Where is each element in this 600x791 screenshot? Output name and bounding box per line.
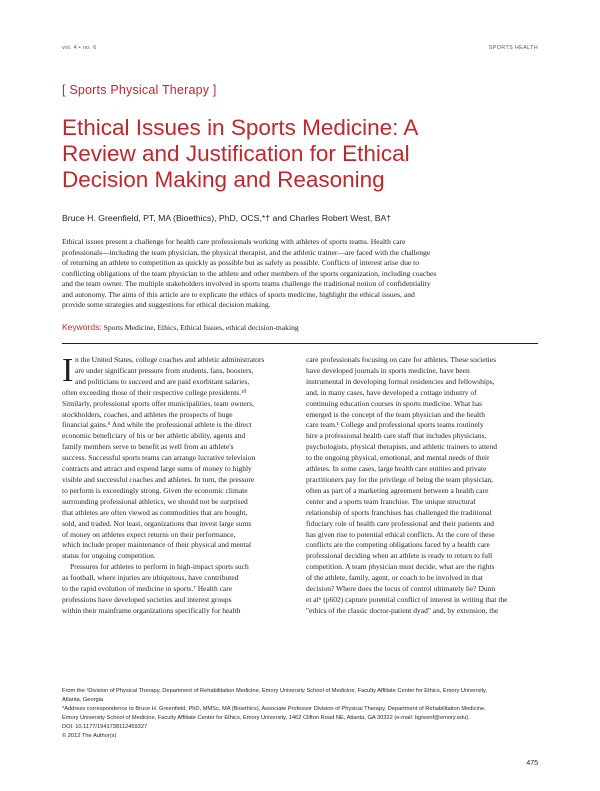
page-number: 475 [526,760,538,767]
body-line: financial gains.⁸ And while the professional athlete is the direct [62,420,252,430]
body-line: and politicians to succeed and are paid exorbitant salaries, [75,376,250,386]
body-line: n the United States, college coaches and athletic administrators [75,355,265,364]
article-title [62,115,532,193]
body-line: surrounding professional athletics, we should not be surprised [62,496,248,506]
body-line: professions have developed societies and interest groups [62,594,232,604]
body-line: are under significant pressure from students, fans, boosters, [75,365,254,375]
keywords-text: Sports Medicine, Ethics, Ethical Issues, ethical decision-making [103,323,299,332]
running-header-volume: vol. 4 • no. 6 [62,45,97,51]
title-line: Review and Justification for Ethical [62,141,410,166]
body-line: conflicts are the competing obligations faced by a health care [306,540,490,550]
body-line: that athletes are often viewed as commodities that are bought, [62,507,248,517]
body-line: psychologists, physical therapists, and athletic trainers to attend [306,442,497,452]
body-line: to the ongoing physical, emotional, and mental needs of their [306,453,490,463]
body-line: often exceeding those of their respective college presidents.¹⁰ [62,387,247,397]
body-line: as football, where injuries are ubiquitous, have contributed [62,573,239,583]
body-line: visible and successful coaches and athletes. In turn, the pressure [62,474,255,484]
body-line: success. Successful sports teams can arrange lucrative television [62,453,256,463]
footnote-line: Emory University School of Medicine, Faculty Affiliate Center for Ethics, Emory University, 1462 Clifton Road NE, Atlanta, GA 30322 (e-mail: bgreenf@emory.edu). [62,714,470,721]
body-line: practitioners pay for the privilege of being the team physician, [306,474,494,484]
body-line: emerged is the concept of the team physician and the health [306,409,485,419]
body-line: relationship of sports franchises has challenged the traditional [306,507,492,517]
body-line: have developed journals in sports medicine, have been [306,365,470,375]
body-column-right [306,355,538,617]
running-header-journal: SPORTS HEALTH [488,45,538,51]
body-line: within their mainframe organizations specifically for health [62,605,241,615]
abstract [62,237,542,311]
abstract-line: and the team owner. The multiple stakeholders involved in sports teams challenge the traditional notion of confidentiality [62,279,431,288]
body-line: care team.¹ College and professional sports teams routinely [306,420,484,430]
keywords [62,322,299,332]
body-line: to perform is exceedingly strong. Given the economic climate [62,485,248,495]
body-line: Pressures for athletes to perform in high-impact sports such [70,562,249,572]
body-line: contracts and attract and expend large sums of money to highly [62,464,252,474]
footnote-line: From the ¹Division of Physical Therapy, Department of Rehabilitation Medicine, Emory University School of Medicine, Faculty Affiliate Center for Ethics, Emory University, [62,688,488,694]
section-label: [ Sports Physical Therapy ] [62,83,217,97]
body-line: "ethics of the classic doctor-patient dyad" and, by extension, the [306,605,499,615]
divider-rule [62,343,538,344]
keywords-label: Keywords: [62,322,102,332]
footnote-line: © 2012 The Author(s) [62,732,117,739]
drop-cap: I [62,352,74,389]
body-line: professional deciding when an athlete is ready to return to full [306,551,493,561]
body-line: care professionals focusing on care for athletes. These societies [306,355,496,364]
body-line: status for ongoing competition. [62,551,156,561]
abstract-line: conflicting obligations of the team physician to the athlete and other members of the sports organization, including coaches [62,268,437,278]
abstract-line: provide some strategies and suggestions for ethical decision making. [62,300,271,309]
body-line: stockholders, coaches, and athletes the prospects of huge [62,409,233,419]
abstract-line: of returning an athlete to competition as quickly as possible but as safely as possible. Conflicts of interest arise due to [62,258,420,267]
body-line: decision? Where does the locus of control ultimately lie? Dunn [306,584,496,594]
abstract-line: and autonomy. The aims of this article are to explicate the ethics of sports medicine, highlight the ethical issues, and [62,289,415,299]
footnote-line: *Address correspondence to Bruce H. Greenfield, PhD, MMSc, MA (Bioethics), Associate Professor Division of Physical Therapy, Department of Rehabilitation Medicine, [62,705,486,712]
body-line: et al⁶ (p602) capture potential conflict of interest in writing that the [306,594,508,604]
body-line: competition. A team physician must decide, what are the rights [306,562,495,572]
body-line: continuing education courses in sports medicine. What has [306,398,483,408]
body-line: athletes. In some cases, large health care entities and private [306,464,487,474]
title-line: Ethical Issues in Sports Medicine: A [62,115,419,140]
body-line: Similarly, professional sports offer municipalities, team owners, [62,398,255,408]
footnote-line: DOI: 10.1177/1941738112459327 [62,723,148,730]
title-line: Decision Making and Reasoning [62,167,385,192]
body-line: to the rapid evolution of medicine in sports.⁷ Health care [62,584,233,594]
body-line: has given rise to potential ethical conflicts. At the core of these [306,529,495,539]
footnotes [62,687,487,740]
body-column-left [62,352,294,617]
body-line: often as part of a marketing agreement between a health care [306,485,489,495]
body-line: sold, and traded. Not least, organizations that invest large sums [62,518,252,528]
body-line: fiduciary role of health care professional and their patients and [306,518,495,528]
abstract-line: professionals—including the team physician, the physical therapist, and the athletic trainer—are faced with the challenge [62,247,431,257]
body-line: center and a sports team franchise. The unique structural [306,496,476,506]
body-line: of the athlete, family, agent, or coach to be involved in that [306,573,483,583]
body-line: of money on athletes expect returns on their performance, [62,529,236,539]
author-list: Bruce H. Greenfield, PT, MA (Bioethics), PhD, OCS,*† and Charles Robert West, BA† [62,213,392,223]
body-line: instrumental in developing formal residencies and fellowships, [306,376,495,386]
body-line: which include proper maintenance of their physical and mental [62,540,252,550]
body-line: economic beneficiary of his or her athletic ability, agents and [62,431,246,441]
body-line: and, in many cases, have developed a cottage industry of [306,387,477,397]
abstract-line: Ethical issues present a challenge for health care professionals working with athletes of sports teams. Health care [62,237,406,246]
body-line: hire a professional health care staff that includes physicians, [306,431,487,441]
body-line: family members serve to benefit as well from an athlete's [62,442,234,452]
footnote-line: Atlanta, Georgia [62,696,104,703]
